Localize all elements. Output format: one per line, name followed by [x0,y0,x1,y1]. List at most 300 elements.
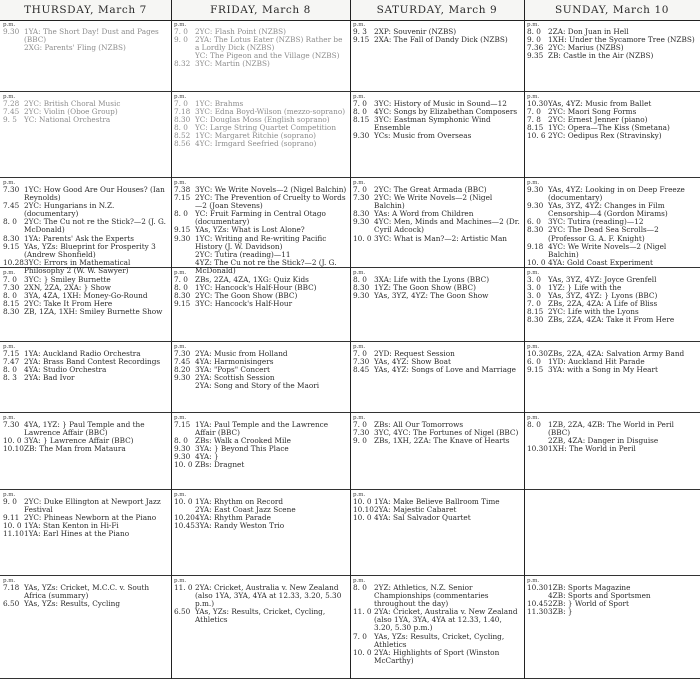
programme-time: 8. 0 [174,209,188,219]
programme-title: 1YC: Opera—The Kiss (Smetana) [548,123,670,133]
programme-entry [3,584,168,600]
programme-time: 6. 0 [527,357,541,367]
programme-entry [174,608,347,624]
programme-title: 2YA: East Coast Jazz Scene [195,505,296,515]
programme-title: 4YC: Irmgard Seefried (soprano) [195,139,317,149]
programme-title: 2YC: Hungarians in N.Z. (documentary) [24,201,115,219]
programme-title: 2XA: The Fall of Dandy Dick (NZBS) [374,35,508,45]
pm-marker: p.m. [174,578,187,584]
programme-cell [350,178,524,268]
programme-title: YAs, 3YZ, 4YZ: Changes in Film Censorship—4 (Gordon Mirams) [548,201,668,219]
programme-title: 1YA: The Short Day! Dust and Pages (BBC) [24,27,159,45]
programme-title: 3YA: Randy Weston Trio [195,521,285,531]
programme-time: 7.30 [353,193,370,203]
programme-entry [3,308,168,316]
programme-time: 9.15 [353,35,370,45]
programme-title: YC: National Orchestra [24,115,111,125]
programme-time: 7.15 [174,420,191,429]
programme-title: 1XH: The World in Peril [548,444,636,454]
pm-marker: p.m. [3,94,16,100]
programme-time: 10.10 [353,505,374,515]
programme-title: ZBs, 2ZA, 4ZA: A Life of Bliss [548,299,658,309]
pm-marker: p.m. [527,94,540,100]
programme-entry [3,202,168,218]
programme-time: 8.15 [527,123,544,133]
programme-title: ZBs: All Our Tomorrows [374,420,464,429]
programme-time: 7. 0 [353,631,367,641]
programme-title: 2YA: Scottish Session [195,373,275,383]
day-header: FRIDAY, March 8 [171,0,350,21]
programme-entry [527,259,697,267]
programme-time: 9. 0 [174,35,188,45]
programme-title: ZB, 1ZA, 1XH: Smiley Burnette Show [24,307,163,317]
programme-title: 2XG: Parents' Fling (NZBS) [24,43,126,53]
programme-time: 8. 0 [353,107,367,117]
programme-title: 3YC, 4YC: The Fortunes of Nigel (BBC) [374,428,519,438]
programme-time: 10. 0 [353,513,372,523]
pm-marker: p.m. [3,492,16,498]
programme-entry [353,608,521,632]
programme-time: 8.15 [3,299,20,309]
programme-time: 8. 0 [353,583,367,592]
programme-title: 3YC: Edna Boyd-Wilson (mezzo-soprano) [195,107,346,117]
programme-cell [0,20,171,92]
programme-title: 3YC: Hancock's Half-Hour [195,299,293,309]
programme-title: 4ZB: Sports and Sportsmen [548,591,651,601]
programme-title: 1YZ: } Life with the [548,283,622,293]
programme-cell [350,490,524,576]
programme-entry [353,194,521,210]
programme-entry [174,60,347,68]
programme-time: 7. 0 [353,185,367,194]
programme-entry [527,608,697,616]
programme-title: 2YC: Life with the Lyons [548,307,639,317]
programme-time: 7. 0 [353,349,367,358]
programme-cell [524,413,700,490]
programme-cell [524,490,700,576]
programme-time: 10.45 [174,521,195,531]
programme-time: 10. 6 [527,131,546,141]
programme-time: 7.18 [3,583,20,592]
programme-time: 6. 0 [527,217,541,227]
programme-title: 4YC: Men, Minds and Machines—2 (Dr. Cyril Adcock) [374,217,520,235]
programme-time [174,382,195,390]
programme-title: 1XH: Under the Sycamore Tree (NZBS) [548,35,695,45]
programme-entry [527,52,697,60]
programme-title: 2YC: Tutira (reading)—11 [195,249,291,259]
programme-entry [3,445,168,453]
programme-title: ZBs, 2ZA, 4ZA, 1XG: Quiz Kids [195,275,309,284]
programme-time: 8.30 [353,283,370,293]
programme-title: YC: Large String Quartet Competition [195,123,337,133]
programme-title: YAs, 3YZ, 4YZ: The Goon Show [374,291,489,301]
programme-entry [174,235,347,251]
programme-entry [353,437,521,445]
programme-title: 1YA: Paul Temple and the Lawrence Affair (BBC) [195,420,329,438]
programme-cell [350,20,524,92]
programme-cell [171,92,350,178]
programme-time: 8. 0 [174,283,188,293]
programme-time: 7. 0 [353,420,367,429]
programme-title: 1YC: Hancock's Half-Hour (BBC) [195,283,317,293]
programme-entry [174,522,347,530]
programme-time: 10.10 [3,444,24,454]
programme-time: 8.52 [174,131,191,141]
programme-time: 3. 0 [527,275,541,284]
programme-time: 9. 3 [353,27,367,36]
programme-time: 9.11 [3,513,20,523]
programme-title: 3YC: History of Music in Sound—12 [374,99,507,108]
programme-entry [527,202,697,218]
programme-time: 10.28 [3,257,24,267]
programme-entry [174,36,347,52]
programme-title: 2ZB: } World of Sport [548,599,629,609]
pm-marker: p.m. [174,270,187,276]
programme-cell [350,92,524,178]
programme-title: 1YZ: The Goon Show (BBC) [374,283,476,293]
programme-time: 9. 0 [527,35,541,45]
day-header: SATURDAY, March 9 [350,0,524,21]
programme-title: 1YC: How Good Are Our Houses? (Ian Reynolds) [24,185,165,203]
programme-time: 7. 0 [174,27,188,36]
programme-title: 3YC: } Smiley Burnette [24,275,111,284]
programme-title: 1YA: Earl Hines at the Piano [24,529,130,539]
programme-entry [353,584,521,608]
pm-marker: p.m. [353,180,366,186]
programme-title: 1YA: Make Believe Ballroom Time [374,497,500,506]
programme-time: 9.30 [174,373,191,383]
programme-title: YAs, YZs: Blueprint for Prosperity 3 (Andrew Shonfield) [24,241,156,259]
programme-time: 8.30 [174,115,191,125]
programme-time: 8.32 [174,59,191,69]
pm-marker: p.m. [527,270,540,276]
column-divider [524,0,525,679]
programme-entry [527,226,697,242]
programme-title: YAs, 3YZ, 4YZ: } Lyons (BBC) [548,291,658,301]
pm-marker: p.m. [3,578,16,584]
programme-time: 10.20 [174,513,195,523]
programme-entry [3,218,168,234]
programme-entry [3,28,168,44]
programme-title: YAs, YZs: Results, Cricket, Cycling, Athletics [195,607,326,625]
programme-title: 2YC: Marius (NZBS) [548,43,624,53]
programme-cell [171,342,350,413]
programme-title: 4YC: Songs by Elizabethan Composers [374,107,518,117]
programme-time: 10. 0 [527,257,546,267]
programme-title: 1YA: Parents' Ask the Experts [24,233,135,243]
programme-title: 2YA: Music from Holland [195,349,288,358]
programme-time: 7. 0 [527,299,541,309]
programme-time: 7.36 [527,43,544,53]
pm-marker: p.m. [174,492,187,498]
programme-title: YAs, 4YZ: Looking in on Deep Freeze (documentary) [548,185,685,203]
programme-entry [527,132,697,140]
programme-cell [171,413,350,490]
programme-time: 9.30 [353,217,370,227]
programme-time: 10. 0 [353,233,372,243]
programme-entry [3,421,168,437]
programme-time: 9.30 [527,201,544,211]
programme-title: 1YA: Rhythm on Record [195,497,283,506]
programme-title: 2YA: Song and Story of the Maori [195,381,320,391]
programme-entry [3,374,168,382]
programme-title: 3YA: "Pops" Concert [195,365,270,375]
programme-time: 9.15 [3,241,20,251]
pm-marker: p.m. [353,578,366,584]
programme-title: 4YC: We Write Novels—2 (Nigel Balchin) [548,241,667,259]
programme-cell [350,576,524,679]
programme-time: 7.30 [353,428,370,438]
programme-title: 2YD: Request Session [374,349,455,358]
programme-time: 10.30 [527,99,548,108]
programme-time: 10. 0 [353,497,372,506]
programme-title: YAs, YZs: Results, Cycling [24,599,121,609]
programme-title: 2XP: Souvenir (NZBS) [374,27,457,36]
programme-title: YAs, 4YZ: Songs of Love and Marriage [374,365,516,375]
programme-entry [527,366,697,374]
programme-entry [353,649,521,665]
pm-marker: p.m. [353,94,366,100]
pm-marker: p.m. [174,22,187,28]
programme-cell [524,178,700,268]
programme-time: 7.30 [174,349,191,358]
programme-time: 8. 0 [3,365,17,375]
programme-entry [353,514,521,522]
programme-time: 3. 0 [527,283,541,293]
programme-entry [527,316,697,324]
programme-entry [174,421,347,437]
programme-time: 7.30 [3,283,20,293]
programme-title: YAs, 3YZ, 4YZ: Joyce Grenfell [548,275,657,284]
pm-marker: p.m. [3,180,16,186]
programme-title: YAs, 4YZ: Music from Ballet [548,99,652,108]
programme-title: 4YZ: The Cu not re the Stick?—2 (J. G. McDonald) [195,257,337,275]
programme-time: 11.30 [527,607,548,617]
programme-title: 2YC: Maori Song Forms [548,107,637,117]
programme-entry [353,132,521,140]
programme-title: 1YA: Stan Kenton in Hi-Fi [24,521,119,531]
programme-cell [171,490,350,576]
programme-title: ZB: Castle in the Air (NZBS) [548,51,654,61]
programme-cell [0,576,171,679]
programme-time: 7. 0 [353,99,367,108]
programme-time: 8. 0 [3,217,17,227]
programme-time: 9.15 [527,365,544,375]
programme-title: 3YC: Eastman Symphonic Wind Ensemble [374,115,491,133]
programme-title: 2YC: Phineas Newborn at the Piano [24,513,157,523]
programme-entry [527,421,697,437]
programme-title: 2YC: The Dead Sea Scrolls—2 (Professor G. A. F. Knight) [548,225,659,243]
programme-title: ZBs, 1XH, 2ZA: The Knave of Hearts [374,436,510,446]
programme-title: YCs: Music from Overseas [374,131,472,141]
programme-title: 3XA: Life with the Lyons (BBC) [374,275,490,284]
programme-time: 8. 0 [353,275,367,284]
programme-title: 2YC: The Goon Show (BBC) [195,291,298,301]
programme-time: 7.18 [174,107,191,117]
programme-title: YC: The Pigeon and the Village (NZBS) [195,51,340,61]
programme-time: 8.30 [3,233,20,243]
programme-cell [350,342,524,413]
programme-title: 1YA: Auckland Radio Orchestra [24,349,141,358]
programme-time: 9.30 [353,291,370,301]
programme-entry [174,584,347,608]
programme-title: 2YA: Brass Band Contest Recordings [24,357,161,367]
pm-marker: p.m. [527,415,540,421]
pm-marker: p.m. [353,415,366,421]
programme-title: 3YA: with a Song in My Heart [548,365,658,375]
programme-title: 1YC: Margaret Ritchie (soprano) [195,131,317,141]
pm-marker: p.m. [3,22,16,28]
programme-time: 8. 3 [3,373,17,383]
pm-marker: p.m. [174,344,187,350]
programme-title: YAs, YZs: What is Lost Alone? [195,225,305,235]
programme-title: 4YA: Studio Orchestra [24,365,107,375]
programme-title: 3YC: Errors in Mathematical Philosophy 2 (W. W. Sawyer) [24,257,131,275]
programme-title: 2YC: Duke Ellington at Newport Jazz Festival [24,497,161,515]
programme-entry [353,292,521,300]
programme-time: 9.18 [527,241,544,251]
programme-entry [353,235,521,243]
programme-time: 10.30 [527,349,548,358]
programme-entry [527,243,697,259]
programme-title: 2ZA: Don Juan in Hell [548,27,629,36]
programme-title: 1ZB, 2ZA, 4ZB: The World in Peril (BBC) [548,420,675,438]
programme-title: 2YC: Oedipus Rex (Stravinsky) [548,131,662,141]
programme-time: 10. 0 [3,521,22,531]
programme-title: 2YA: Majestic Cabaret [374,505,457,515]
programme-title: 2YC: We Write Novels—2 (Nigel Balchin) [374,193,493,211]
programme-title: 1ZB: Sports Magazine [548,583,631,592]
programme-time: 9. 0 [353,436,367,446]
programme-title: 4YA: } [195,452,219,462]
programme-time: 7. 0 [527,107,541,117]
programme-time: 8.30 [353,209,370,219]
programme-entry [353,633,521,649]
programme-time: 8. 0 [174,436,188,446]
programme-title: 1YC: Writing and Re-writing Pacific History (J. W. Davidson) [195,233,327,251]
programme-title: 4YA: Sal Salvador Quartet [374,513,471,523]
programme-title: 2YZ: Athletics, N.Z. Senior Championships (commentaries throughout the day) [374,583,489,609]
programme-entry [174,382,347,390]
programme-title: 4YA: Harmonisingers [195,357,274,367]
programme-time: 8.56 [174,139,191,149]
programme-time: 10. 0 [3,436,22,446]
programme-title: YAs: A Word from Children [374,209,474,219]
programme-time [3,44,24,52]
programme-title: YAs, YZs: Cricket, M.C.C. v. South Africa (summary) [24,583,150,601]
column-divider [171,0,172,679]
programme-time: 10.30 [527,583,548,592]
programme-time: 10.45 [527,599,548,609]
programme-entry [174,194,347,210]
programme-entry [353,218,521,234]
programme-entry [353,36,521,44]
programme-title: 2YC: Flash Point (NZBS) [195,27,287,36]
programme-entry [174,140,347,148]
pm-marker: p.m. [353,492,366,498]
programme-cell [524,92,700,178]
programme-time: 8. 0 [3,291,17,301]
pm-marker: p.m. [3,344,16,350]
programme-time: 3. 0 [527,291,541,301]
programme-time: 9.30 [527,185,544,194]
programme-cell [0,342,171,413]
pm-marker: p.m. [527,180,540,186]
programme-title: 3YA: } Lawrence Affair (BBC) [24,436,134,446]
programme-time: 7.38 [174,185,191,194]
pm-marker: p.m. [353,270,366,276]
programme-time: 8.30 [3,307,20,317]
programme-entry [527,186,697,202]
pm-marker: p.m. [3,415,16,421]
programme-entry [174,300,347,308]
programme-title: 2ZB, 4ZA: Danger in Disguise [548,436,659,446]
programme-time: 9.30 [174,452,191,462]
programme-time: 8.20 [174,365,191,375]
pm-marker: p.m. [353,344,366,350]
pm-marker: p.m. [353,22,366,28]
programme-time: 7. 0 [174,99,188,108]
programme-time: 7. 8 [527,115,541,125]
programme-cell [524,268,700,342]
pm-marker: p.m. [527,344,540,350]
programme-time: 9.35 [527,51,544,61]
programme-time: 7.15 [174,193,191,203]
programme-time: 10. 0 [174,497,193,506]
programme-title: YAs, YZs: Results, Cricket, Cycling, Athletics [374,631,505,649]
programme-time: 10. 0 [353,647,372,657]
programme-time [174,251,195,259]
programme-time: 8. 0 [527,27,541,36]
programme-cell [0,268,171,342]
programme-time: 9.30 [353,131,370,141]
programme-entry [3,600,168,608]
programme-title: 4YA: Rhythm Parade [195,513,271,523]
programme-title: 3YC: Martin (NZBS) [195,59,270,69]
programme-entry [3,186,168,202]
programme-time: 7.30 [3,420,20,429]
programme-entry [3,44,168,52]
programme-cell [350,268,524,342]
programme-entry [3,498,168,514]
programme-time: 9.15 [174,299,191,309]
programme-cell [0,178,171,275]
programme-time: 8.45 [353,365,370,375]
programme-cell [0,413,171,490]
programme-entry [353,116,521,132]
programme-cell [524,342,700,413]
programme-time: 7.47 [3,357,20,367]
pm-marker: p.m. [527,22,540,28]
day-header: SUNDAY, March 10 [524,0,700,21]
programme-title: 3YC: What is Man?—2: Artistic Man [374,233,508,243]
programme-time: 7.45 [174,357,191,367]
programme-time: 8.15 [527,307,544,317]
column-divider [350,0,351,679]
programme-time: 8.30 [527,315,544,325]
programme-title: 1YD: Auckland Hit Parade [548,357,645,367]
programme-time: 11. 0 [353,607,372,617]
pm-marker: p.m. [527,578,540,584]
programme-title: YC: Fruit Farming in Central Otago (documentary) [195,209,326,227]
programme-cell [524,20,700,92]
programme-title: 3YA: } Beyond This Place [195,444,289,454]
programme-time: 8.30 [527,225,544,235]
programme-title: 2YA: Cricket, Australia v. New Zealand (also 1YA, 3YA, 4YA at 12.33, 1.40, 3.20, 5.30 p.m.) [374,607,518,633]
day-header: THURSDAY, March 7 [0,0,171,21]
programme-title: 2YC: The Great Armada (BBC) [374,185,487,194]
programme-entry [174,461,347,469]
